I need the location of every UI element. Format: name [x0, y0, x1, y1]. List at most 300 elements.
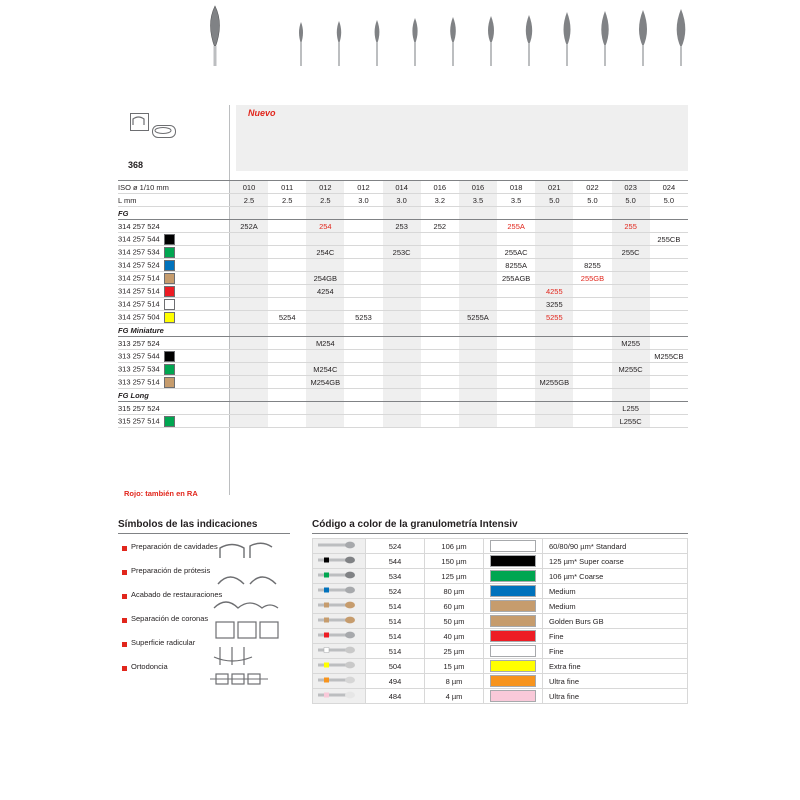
gran-code: 514	[366, 644, 425, 659]
gran-um: 15 µm	[425, 659, 484, 674]
gran-swatch	[484, 644, 543, 659]
gran-swatch	[484, 674, 543, 689]
symbol-label: Acabado de restauraciones	[131, 590, 223, 599]
color-swatch	[164, 351, 175, 362]
cell	[497, 298, 535, 311]
bur-shape-5	[440, 0, 466, 66]
cell	[383, 376, 421, 389]
cell	[230, 285, 268, 298]
cell	[573, 220, 611, 233]
gran-desc: Fine	[543, 629, 688, 644]
table-row	[313, 629, 688, 644]
len-6: 3.5	[459, 194, 497, 207]
gran-code: 514	[366, 629, 425, 644]
cell	[650, 415, 688, 428]
cell: M254C	[306, 363, 344, 376]
cell	[421, 402, 459, 415]
cell	[306, 259, 344, 272]
bur-shape-4	[402, 0, 428, 66]
cell	[650, 311, 688, 324]
cell: 252	[421, 220, 459, 233]
cell	[459, 415, 497, 428]
cell	[421, 337, 459, 350]
cell	[230, 350, 268, 363]
cell	[268, 285, 306, 298]
cell	[535, 337, 573, 350]
cell	[612, 285, 650, 298]
cell: 253	[383, 220, 421, 233]
code-label: 314 257 504	[118, 311, 230, 324]
cell	[306, 311, 344, 324]
code-label: 314 257 544	[118, 233, 230, 246]
cell	[268, 272, 306, 285]
section-fg-miniature: FG Miniature	[118, 324, 230, 337]
cell	[230, 272, 268, 285]
cell: 255CB	[650, 233, 688, 246]
strip-grey-band	[236, 105, 688, 171]
cell	[344, 376, 382, 389]
cell	[383, 311, 421, 324]
color-swatch	[164, 273, 175, 284]
cell: 255C	[612, 246, 650, 259]
cell: 5255	[535, 311, 573, 324]
bur-shape-3	[364, 0, 390, 66]
cell	[650, 402, 688, 415]
cell	[497, 311, 535, 324]
gran-um: 80 µm	[425, 584, 484, 599]
len-11: 5.0	[650, 194, 688, 207]
gran-um: 50 µm	[425, 614, 484, 629]
gran-code: 514	[366, 614, 425, 629]
cell	[497, 233, 535, 246]
gran-desc: Ultra fine	[543, 689, 688, 704]
symbol-label: Superficie radicular	[131, 638, 196, 647]
len-8: 5.0	[535, 194, 573, 207]
table-row	[118, 220, 688, 233]
cell	[459, 350, 497, 363]
cell	[650, 246, 688, 259]
indication-icon-crown	[152, 125, 176, 138]
table-row	[118, 233, 688, 246]
gran-code: 484	[366, 689, 425, 704]
iso-7: 018	[497, 181, 535, 194]
gran-um: 106 µm	[425, 539, 484, 554]
code-label: 314 257 514	[118, 272, 230, 285]
bur-thumb	[313, 659, 366, 674]
cell: 253C	[383, 246, 421, 259]
cell	[421, 415, 459, 428]
gran-desc: Medium	[543, 599, 688, 614]
cell	[650, 272, 688, 285]
cell	[459, 220, 497, 233]
table-row	[118, 298, 688, 311]
bur-shape-2	[326, 0, 352, 66]
pictogram-root-surface	[208, 645, 282, 669]
product-code: 368	[128, 160, 144, 170]
cell	[230, 233, 268, 246]
cell	[535, 259, 573, 272]
cell	[344, 298, 382, 311]
color-swatch	[164, 364, 175, 375]
code-label: 314 257 514	[118, 285, 230, 298]
pictogram-prosthesis	[210, 568, 280, 588]
cell	[344, 246, 382, 259]
cell	[650, 298, 688, 311]
bur-thumb	[313, 674, 366, 689]
cell	[573, 298, 611, 311]
granulometry-table	[312, 538, 688, 704]
gran-swatch	[484, 689, 543, 704]
iso-9: 022	[573, 181, 611, 194]
cell: 255	[612, 220, 650, 233]
iso-0: 010	[230, 181, 268, 194]
cell: M255CB	[650, 350, 688, 363]
cell	[573, 350, 611, 363]
cell	[421, 233, 459, 246]
table-row	[118, 246, 688, 259]
cell	[535, 415, 573, 428]
cell	[344, 363, 382, 376]
bur-shape-6	[478, 0, 504, 66]
bur-thumb	[313, 644, 366, 659]
iso-11: 024	[650, 181, 688, 194]
cell	[383, 402, 421, 415]
cell	[421, 246, 459, 259]
bullet-icon	[122, 546, 127, 551]
code-label: 313 257 544	[118, 350, 230, 363]
iso-label: ISO ø 1/10 mm	[118, 181, 230, 194]
gran-um: 60 µm	[425, 599, 484, 614]
bur-shape-0	[202, 0, 228, 66]
cell	[383, 415, 421, 428]
footnote: Rojo: también en RA	[124, 489, 198, 498]
cell	[459, 285, 497, 298]
table-row	[118, 259, 688, 272]
len-10: 5.0	[612, 194, 650, 207]
symbol-label: Preparación de prótesis	[131, 566, 211, 575]
bur-shape-7	[516, 0, 542, 66]
bur-thumb	[313, 689, 366, 704]
gran-um: 40 µm	[425, 629, 484, 644]
gran-swatch	[484, 539, 543, 554]
cell	[421, 376, 459, 389]
gran-desc: Medium	[543, 584, 688, 599]
pictogram-crown-separation	[208, 618, 282, 642]
code-label: 313 257 514	[118, 376, 230, 389]
cell	[650, 363, 688, 376]
cell	[383, 272, 421, 285]
cell	[306, 298, 344, 311]
product-strip	[118, 105, 688, 177]
code-label: 314 257 534	[118, 246, 230, 259]
row-fgmin-header	[118, 324, 688, 337]
cell: 4254	[306, 285, 344, 298]
cell	[344, 272, 382, 285]
cell: 254C	[306, 246, 344, 259]
cell: 255AC	[497, 246, 535, 259]
cell	[344, 415, 382, 428]
cell: 255GB	[573, 272, 611, 285]
symbol-label: Separación de coronas	[131, 614, 209, 623]
cell	[573, 285, 611, 298]
cell	[383, 285, 421, 298]
iso-1: 011	[268, 181, 306, 194]
cell: 5254	[268, 311, 306, 324]
gran-code: 504	[366, 659, 425, 674]
iso-6: 016	[459, 181, 497, 194]
cell	[268, 363, 306, 376]
cell: L255C	[612, 415, 650, 428]
bullet-icon	[122, 618, 127, 623]
code-label: 314 257 524	[118, 220, 230, 233]
cell	[306, 402, 344, 415]
cell	[612, 350, 650, 363]
cell	[573, 337, 611, 350]
gran-desc: 60/80/90 µm* Standard	[543, 539, 688, 554]
cell	[230, 337, 268, 350]
cell	[612, 233, 650, 246]
bur-thumb	[313, 584, 366, 599]
color-swatch	[164, 286, 175, 297]
gran-code: 534	[366, 569, 425, 584]
cell: 3255	[535, 298, 573, 311]
color-swatch	[164, 247, 175, 258]
row-length	[118, 194, 688, 207]
gran-swatch	[484, 599, 543, 614]
table-row	[313, 569, 688, 584]
cell	[230, 363, 268, 376]
cell	[459, 272, 497, 285]
len-2: 2.5	[306, 194, 344, 207]
cell	[497, 415, 535, 428]
cell	[344, 337, 382, 350]
cell	[383, 298, 421, 311]
len-0: 2.5	[230, 194, 268, 207]
cell	[306, 350, 344, 363]
cell	[268, 376, 306, 389]
symbol-label: Ortodoncia	[131, 662, 168, 671]
length-label: L mm	[118, 194, 230, 207]
table-row	[313, 614, 688, 629]
cell	[344, 220, 382, 233]
cell	[497, 363, 535, 376]
cell: M254	[306, 337, 344, 350]
bullet-icon	[122, 594, 127, 599]
cell: M255GB	[535, 376, 573, 389]
cell	[535, 402, 573, 415]
cell: L255	[612, 402, 650, 415]
cell	[421, 259, 459, 272]
gran-swatch	[484, 614, 543, 629]
cell	[344, 233, 382, 246]
cell	[383, 233, 421, 246]
cell: 252A	[230, 220, 268, 233]
gran-desc: Golden Burs GB	[543, 614, 688, 629]
cell	[650, 285, 688, 298]
cell	[459, 337, 497, 350]
code-label: 314 257 524	[118, 259, 230, 272]
gran-code: 524	[366, 539, 425, 554]
cell	[573, 311, 611, 324]
cell: 255AGB	[497, 272, 535, 285]
pictogram-finishing	[208, 592, 282, 614]
section-fg: FG	[118, 207, 230, 220]
code-label: 313 257 534	[118, 363, 230, 376]
bur-thumb	[313, 629, 366, 644]
color-swatch	[164, 260, 175, 271]
cell	[459, 402, 497, 415]
iso-3: 012	[344, 181, 382, 194]
cell	[573, 376, 611, 389]
nuevo-label: Nuevo	[248, 108, 276, 118]
cell	[230, 246, 268, 259]
iso-8: 021	[535, 181, 573, 194]
gran-code: 544	[366, 554, 425, 569]
cell	[268, 259, 306, 272]
table-row	[313, 599, 688, 614]
cell	[459, 233, 497, 246]
cell	[497, 376, 535, 389]
cell	[650, 337, 688, 350]
row-fglong-header	[118, 389, 688, 402]
gran-um: 150 µm	[425, 554, 484, 569]
section-fg-long: FG Long	[118, 389, 230, 402]
table-row	[313, 554, 688, 569]
cell	[421, 363, 459, 376]
cell	[268, 402, 306, 415]
cell	[535, 363, 573, 376]
len-1: 2.5	[268, 194, 306, 207]
gran-swatch	[484, 629, 543, 644]
cell	[497, 337, 535, 350]
cell	[421, 311, 459, 324]
table-row	[118, 272, 688, 285]
len-5: 3.2	[421, 194, 459, 207]
cell	[383, 363, 421, 376]
cell	[230, 415, 268, 428]
bullet-icon	[122, 642, 127, 647]
cell	[383, 337, 421, 350]
table-row	[118, 311, 688, 324]
cell: M254GB	[306, 376, 344, 389]
gran-um: 8 µm	[425, 674, 484, 689]
cell	[459, 363, 497, 376]
gran-swatch	[484, 584, 543, 599]
bur-thumb	[313, 539, 366, 554]
cell	[383, 259, 421, 272]
pictogram-orthodontics	[208, 668, 282, 690]
gran-code: 494	[366, 674, 425, 689]
fg-icon-cell	[230, 207, 268, 220]
bur-thumb	[313, 599, 366, 614]
cell	[535, 220, 573, 233]
cell	[497, 285, 535, 298]
cell	[344, 259, 382, 272]
table-row	[313, 644, 688, 659]
color-swatch	[164, 299, 175, 310]
code-label: 314 257 514	[118, 298, 230, 311]
cell	[573, 415, 611, 428]
granulometry-title: Código a color de la granulometría Intensiv	[312, 519, 518, 530]
cell	[344, 350, 382, 363]
gran-um: 4 µm	[425, 689, 484, 704]
cell	[612, 259, 650, 272]
cell: 254	[306, 220, 344, 233]
cell	[459, 376, 497, 389]
cell	[612, 376, 650, 389]
bur-thumb	[313, 554, 366, 569]
cell	[497, 350, 535, 363]
cell	[459, 246, 497, 259]
table-row	[118, 350, 688, 363]
table-row	[118, 402, 688, 415]
cell	[612, 298, 650, 311]
cell	[230, 298, 268, 311]
table-row	[118, 376, 688, 389]
cell	[650, 259, 688, 272]
pictogram-cavity	[210, 540, 280, 562]
cell	[497, 402, 535, 415]
cell	[459, 298, 497, 311]
cell	[421, 350, 459, 363]
color-swatch	[164, 312, 175, 323]
table-row	[118, 337, 688, 350]
table-row	[313, 659, 688, 674]
bur-shape-10	[630, 0, 656, 66]
cell: 8255A	[497, 259, 535, 272]
cell	[421, 285, 459, 298]
cell	[535, 233, 573, 246]
cell	[459, 259, 497, 272]
cell: 4255	[535, 285, 573, 298]
code-label: 315 257 524	[118, 402, 230, 415]
cell	[535, 272, 573, 285]
table-row	[313, 689, 688, 704]
color-swatch	[164, 234, 175, 245]
cell	[573, 402, 611, 415]
iso-5: 016	[421, 181, 459, 194]
cell	[306, 415, 344, 428]
indication-icon-cavity	[130, 113, 149, 131]
cell	[268, 350, 306, 363]
color-swatch	[164, 377, 175, 388]
cell	[230, 259, 268, 272]
table-row	[313, 584, 688, 599]
symbols-rule	[118, 533, 290, 534]
cell	[230, 376, 268, 389]
iso-10: 023	[612, 181, 650, 194]
bur-thumb	[313, 569, 366, 584]
bullet-icon	[122, 666, 127, 671]
gran-um: 25 µm	[425, 644, 484, 659]
cell	[268, 337, 306, 350]
cell	[421, 298, 459, 311]
code-label: 313 257 524	[118, 337, 230, 350]
cell	[612, 311, 650, 324]
gran-swatch	[484, 659, 543, 674]
cell	[306, 233, 344, 246]
row-fg-header	[118, 207, 688, 220]
gran-um: 125 µm	[425, 569, 484, 584]
gran-code: 524	[366, 584, 425, 599]
cell	[344, 402, 382, 415]
cell	[268, 233, 306, 246]
color-swatch	[164, 416, 175, 427]
cell: M255	[612, 337, 650, 350]
cell	[650, 376, 688, 389]
gran-swatch	[484, 569, 543, 584]
table-row	[118, 415, 688, 428]
